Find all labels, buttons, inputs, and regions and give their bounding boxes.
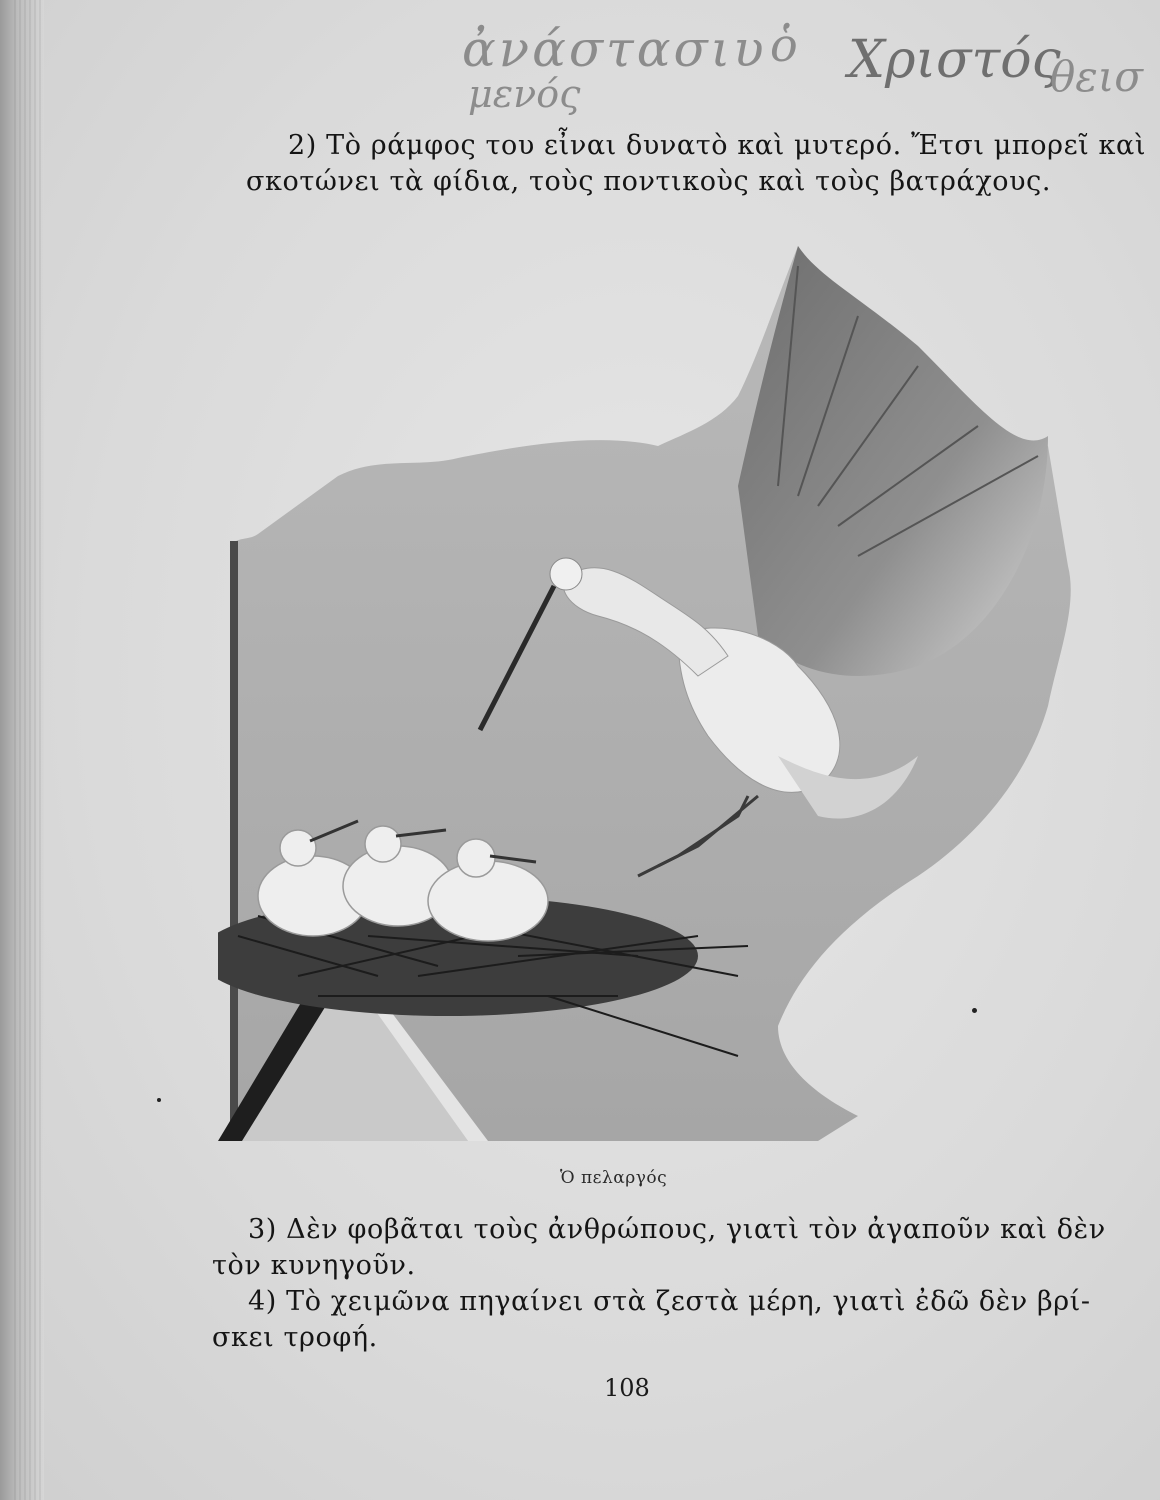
page-number: 108 [604,1374,650,1402]
paragraph-4-line-2: σκει τροφή. [212,1322,378,1353]
paragraph-2-line-1: 2) Τὸ ράμφος του εἶναι δυνατὸ καὶ μυτερό. Ἔτσι μπορεῖ καὶ [288,130,1147,161]
handwritten-note: μενός [468,72,581,116]
stork-illustration [218,236,1088,1146]
handwritten-note: θεισ [1050,52,1143,101]
pole [230,541,238,1141]
page-edges [14,0,44,1500]
handwritten-note: ὁ [770,18,798,72]
paragraph-4-line-1: 4) Τὸ χειμῶνα πηγαίνει στὰ ζεστὰ μέρη, γιατὶ ἐδῶ δὲν βρί- [248,1286,1091,1317]
ink-speck [157,1098,161,1102]
paragraph-3-line-1: 3) Δὲν φοβᾶται τοὺς ἀνθρώπους, γιατὶ τὸν ἀγαποῦν καὶ δὲν [248,1214,1106,1245]
handwritten-note: ἀνάστασιυ [462,20,767,78]
paragraph-2-line-2: σκοτώνει τὰ φίδια, τοὺς ποντικοὺς καὶ τοὺς βατράχους. [246,166,1052,197]
stork-head [550,558,582,590]
paragraph-3-line-2: τὸν κυνηγοῦν. [212,1250,416,1281]
ink-speck [972,1008,977,1013]
handwritten-note: Χριστός [848,30,1061,90]
figure-caption: Ὁ πελαργός [560,1168,668,1188]
